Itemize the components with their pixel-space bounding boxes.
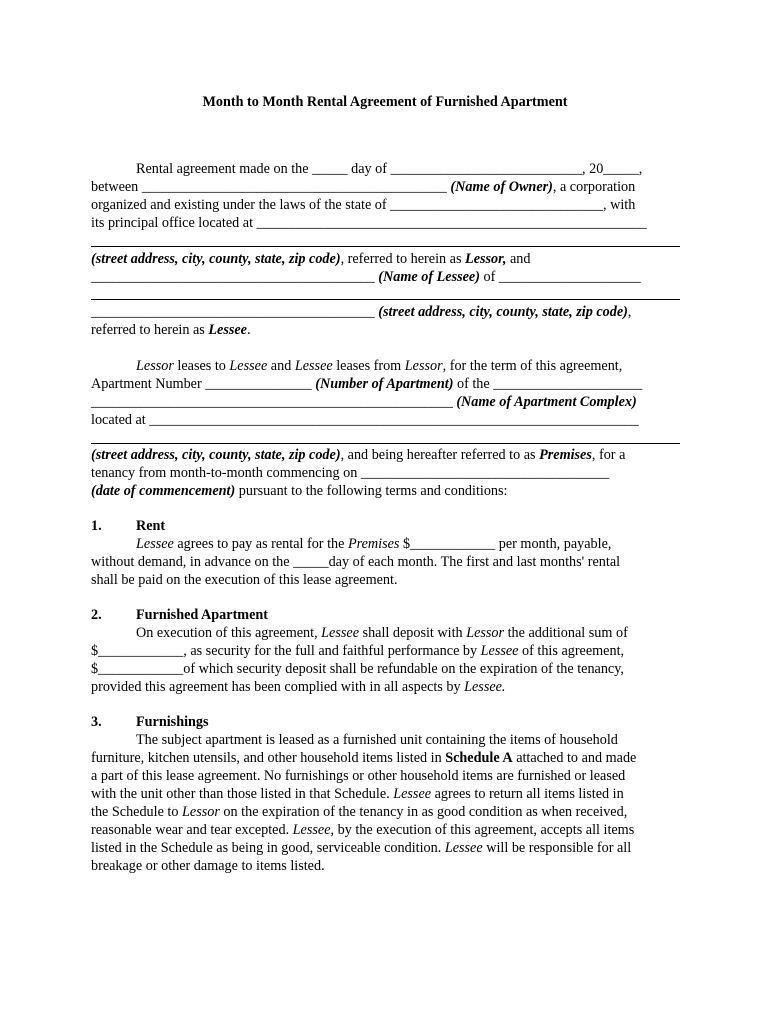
blank-line <box>91 443 680 444</box>
section-3-line-3: a part of this lease agreement. No furnishings or other household items are furnished or leased <box>91 768 626 784</box>
section-3-line-8: breakage or other damage to items listed. <box>91 858 325 874</box>
section-3-line-6: reasonable wear and tear excepted. Lessee, by the execution of this agreement, accepts all items <box>91 822 635 838</box>
section-3-line-1: The subject apartment is leased as a furnished unit containing the items of household <box>136 732 618 748</box>
section-3-number: 3. <box>91 714 102 730</box>
section-1-number: 1. <box>91 518 102 534</box>
lease-line-7: tenancy from month-to-month commencing on ___________________________________ <box>91 465 610 481</box>
blank-line <box>91 299 680 300</box>
intro-line-4: its principal office located at _______________________________________________________ <box>91 215 647 231</box>
section-2-line-2: $____________, as security for the full and faithful performance by Lessee of this agreement, <box>91 643 625 659</box>
section-2-line-4: provided this agreement has been complied with in all aspects by Lessee. <box>91 679 506 695</box>
intro-line-7: ________________________________________ (Name of Lessee) of ____________________ <box>91 269 641 285</box>
section-1-line-2: without demand, in advance on the _____day of each month. The first and last months' rental <box>91 554 621 570</box>
section-2-line-1: On execution of this agreement, Lessee shall deposit with Lessor the additional sum of <box>136 625 628 641</box>
section-3-line-2: furniture, kitchen utensils, and other household items listed in Schedule A attached to and made <box>91 750 637 766</box>
section-3-line-7: listed in the Schedule as being in good, serviceable condition. Lessee will be responsible for all <box>91 840 632 856</box>
intro-line-10: referred to herein as Lessee. <box>91 322 251 338</box>
section-1-line-3: shall be paid on the execution of this lease agreement. <box>91 572 398 588</box>
lease-line-8: (date of commencement) pursuant to the following terms and conditions: <box>91 483 508 499</box>
lease-line-3: ___________________________________________________ (Name of Apartment Complex) <box>91 394 637 410</box>
intro-line-2: between ___________________________________________ (Name of Owner), a corporation <box>91 179 636 195</box>
section-2-heading: Furnished Apartment <box>136 607 269 623</box>
section-1-line-1: Lessee agrees to pay as rental for the Premises $____________ per month, payable, <box>136 536 612 552</box>
section-3-line-5: the Schedule to Lessor on the expiration of the tenancy in as good condition as when received, <box>91 804 628 820</box>
section-2-line-3: $____________of which security deposit shall be refundable on the expiration of the tenancy, <box>91 661 624 677</box>
section-1-heading: Rent <box>136 518 166 534</box>
section-2-number: 2. <box>91 607 102 623</box>
lease-line-1: Lessor leases to Lessee and Lessee leases from Lessor, for the term of this agreement, <box>136 358 623 374</box>
lease-line-4: located at _____________________________________________________________________ <box>91 412 639 428</box>
intro-line-9: ________________________________________ (street address, city, county, state, zip code), <box>91 304 632 320</box>
document-title: Month to Month Rental Agreement of Furnished Apartment <box>202 94 568 110</box>
lease-line-6: (street address, city, county, state, zip code), and being hereafter referred to as Premises, for a <box>91 447 626 463</box>
blank-line <box>91 246 680 247</box>
intro-line-3: organized and existing under the laws of the state of ______________________________, with <box>91 197 636 213</box>
lease-line-2: Apartment Number _______________ (Number of Apartment) of the _____________________ <box>91 376 643 392</box>
intro-line-6: (street address, city, county, state, zip code), referred to herein as Lessor, and <box>91 251 531 267</box>
section-3-heading: Furnishings <box>136 714 209 730</box>
section-3-line-4: with the unit other than those listed in that Schedule. Lessee agrees to return all items listed in <box>91 786 624 802</box>
intro-line-1: Rental agreement made on the _____ day of ___________________________, 20_____, <box>136 161 643 177</box>
